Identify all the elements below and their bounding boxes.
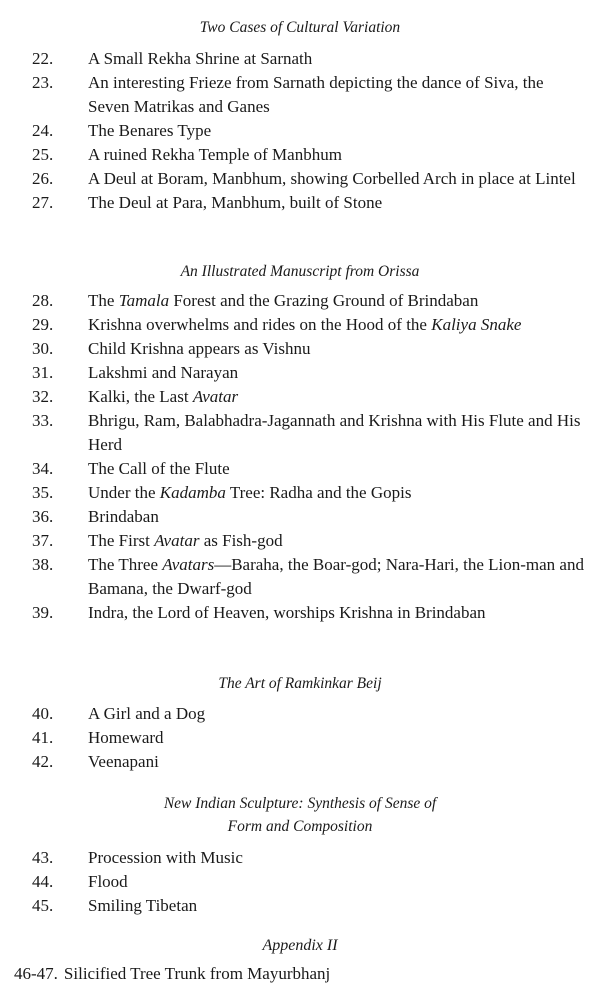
section-title: Two Cases of Cultural Variation [199, 19, 401, 36]
section-new-indian-sculpture [0, 792, 600, 838]
entry-number: 25. [32, 145, 54, 164]
list-item [0, 71, 600, 119]
list-item [0, 846, 600, 870]
entry-text: Smiling Tibetan [88, 896, 198, 915]
list-item [0, 191, 600, 215]
entry-list [0, 47, 600, 215]
entry-number: 36. [32, 507, 54, 526]
list-item [0, 601, 600, 625]
entry-number: 29. [32, 315, 54, 334]
entry-text: Krishna overwhelms and rides on the Hood of the Kaliya Snake [88, 315, 522, 334]
entry-number: 22. [32, 49, 54, 68]
list-item [0, 894, 600, 918]
list-item [0, 47, 600, 71]
entry-text: Procession with Music [88, 848, 243, 867]
list-item [0, 457, 600, 481]
section-illustrated-manuscript [0, 262, 600, 282]
entry-text: The Three Avatars—Baraha, the Boar-god; Nara-Hari, the Lion-man and Bamana, the Dwarf-god [88, 555, 584, 598]
entry-text: A Deul at Boram, Manbhum, showing Corbelled Arch in place at Lintel [88, 169, 576, 188]
entry-text: Indra, the Lord of Heaven, worships Krishna in Brindaban [88, 603, 486, 622]
entry-number: 34. [32, 459, 54, 478]
entry-text: Flood [88, 872, 128, 891]
entry-text: Brindaban [88, 507, 159, 526]
entry-number: 45. [32, 896, 54, 915]
list-item [0, 962, 600, 986]
section-title: An Illustrated Manuscript from Orissa [180, 263, 420, 280]
list-item [0, 726, 600, 750]
entry-number: 40. [32, 704, 54, 723]
entry-text: Child Krishna appears as Vishnu [88, 339, 311, 358]
list-item [0, 409, 600, 457]
section-appendix [0, 936, 600, 956]
entry-number: 37. [32, 531, 54, 550]
entry-text: A Girl and a Dog [88, 704, 206, 723]
list-item [0, 750, 600, 774]
list-item [0, 870, 600, 894]
entry-text: Lakshmi and Narayan [88, 363, 239, 382]
entry-number: 43. [32, 848, 54, 867]
list-item [0, 529, 600, 553]
entry-text: A Small Rekha Shrine at Sarnath [88, 49, 313, 68]
entry-text: The Tamala Forest and the Grazing Ground of Brindaban [88, 291, 479, 310]
list-item [0, 167, 600, 191]
entry-list [0, 962, 600, 986]
entry-number: 38. [32, 555, 54, 574]
list-item [0, 289, 600, 313]
list-item [0, 313, 600, 337]
entry-text: The Benares Type [88, 121, 212, 140]
list-item [0, 505, 600, 529]
entry-number: 39. [32, 603, 54, 622]
entry-number: 24. [32, 121, 54, 140]
entry-text: An interesting Frieze from Sarnath depicting the dance of Siva, the Seven Matrikas and Ganes [88, 73, 544, 116]
entry-text: The Deul at Para, Manbhum, built of Stone [88, 193, 383, 212]
entry-text: A ruined Rekha Temple of Manbhum [88, 145, 342, 164]
entry-number: 44. [32, 872, 54, 891]
entry-list [0, 846, 600, 918]
entry-text: Silicified Tree Trunk from Mayurbhanj [63, 964, 331, 983]
entry-number: 26. [32, 169, 54, 188]
section-title: Appendix II [262, 937, 338, 954]
list-item [0, 553, 600, 601]
list-item [0, 119, 600, 143]
section-ramkinkar-beij [0, 674, 600, 694]
list-item [0, 481, 600, 505]
entry-text: Kalki, the Last Avatar [88, 387, 239, 406]
entry-number: 35. [32, 483, 54, 502]
entry-number: 27. [32, 193, 54, 212]
list-item [0, 361, 600, 385]
entry-text: The Call of the Flute [88, 459, 230, 478]
entry-number: 41. [32, 728, 54, 747]
list-item [0, 385, 600, 409]
entry-text: The First Avatar as Fish-god [88, 531, 283, 550]
section-title: New Indian Sculpture: Synthesis of Sense of Form and Composition [163, 795, 437, 835]
entry-number: 42. [32, 752, 54, 771]
entry-number: 31. [32, 363, 54, 382]
entry-number: 28. [32, 291, 54, 310]
entry-list [0, 702, 600, 774]
list-item [0, 143, 600, 167]
entry-text: Veenapani [88, 752, 159, 771]
entry-text: Under the Kadamba Tree: Radha and the Gopis [88, 483, 412, 502]
entry-number: 30. [32, 339, 54, 358]
section-title: The Art of Ramkinkar Beij [218, 675, 382, 692]
entry-number: 46-47. [14, 964, 58, 983]
entry-number: 33. [32, 411, 54, 430]
list-item [0, 702, 600, 726]
section-cultural-variation [0, 18, 600, 38]
entry-number: 32. [32, 387, 54, 406]
entry-number: 23. [32, 73, 54, 92]
entry-text: Homeward [88, 728, 164, 747]
list-item [0, 337, 600, 361]
entry-list [0, 289, 600, 625]
entry-text: Bhrigu, Ram, Balabhadra-Jagannath and Krishna with His Flute and His Herd [88, 411, 581, 454]
